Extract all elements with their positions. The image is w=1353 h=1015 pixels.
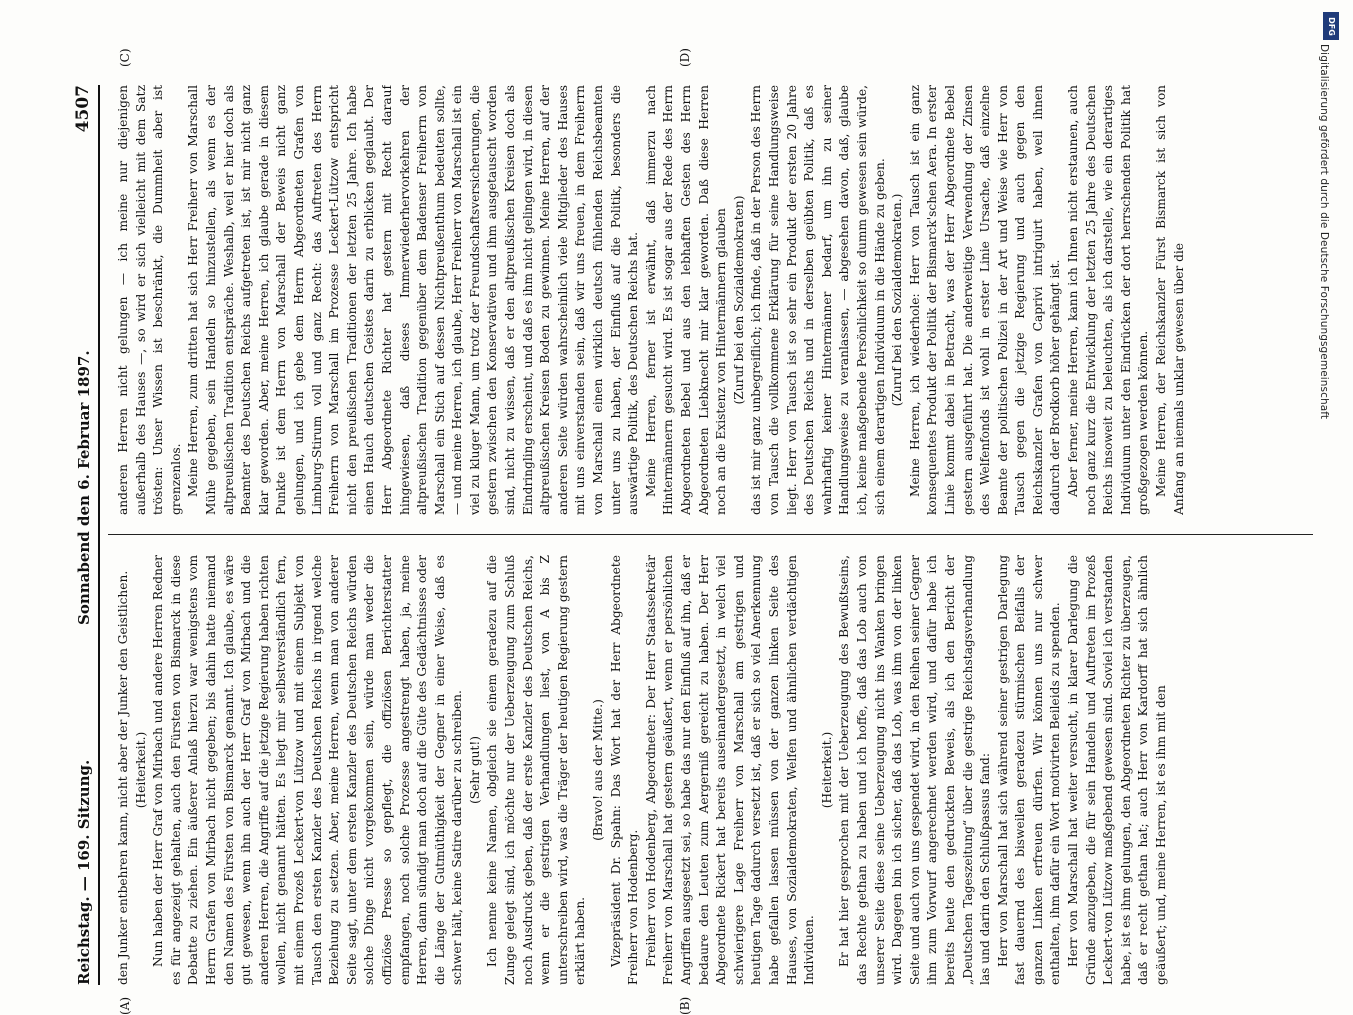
quotation: Herr von Marschall hat sich während seiner gestrigen Darlegung fast dauernd des bisweilen geradezu stürmischen Beifalls der ganzen Linken erfreuen dürfen. Wir können uns nur schwer enthalten, ihm dafür ein Wort motivirten Beileids zu spenden. bbox=[995, 555, 1063, 985]
margin-marker-b: (B) bbox=[678, 996, 692, 1015]
paragraph: Er hat hier gesprochen mit der Ueberzeugung des Bewußtseins, das Rechte gethan zu haben und ich hoffe, daß das Lob auch von unserer Seite diese seine Ueberzeugung nicht ins Wanken bringen wird. Dagegen bin ich sicher, daß das Lob, was ihm von der linken Seite und auch von uns gespendet wird, in den Reihen seiner Gegner ihm zum Vorwurf angerechnet werden wird, und dafür habe ich bereits heute den gedruckten Beweis, als ich den Bericht der „Deutschen Tageszeitung“ über die gestrige Reichstagsverhandlung las und darin den Schlußpassus fand: bbox=[837, 555, 993, 985]
column-divider bbox=[108, 534, 1313, 535]
paragraph: Meine Herren, ich wiederhole: Herr von Tausch ist ein ganz konsequentes Produkt der Politik der Bismarck'schen Aera. In erster Linie kommt dabei in Betracht, was der Herr Abgeordnete Bebel gestern ausgeführt hat. Die anderweitige Verwendung der Zinsen des Welfenfonds ist wohl in erster Linie Ursache, daß einzelne Beamte der politischen Polizei in der Art und Weise wie Herr von Tausch gegen die jetzige Regierung und auch gegen den Reichskanzler Grafen von Caprivi intriguirt haben, weil ihnen dadurch der Brodkorb höher gehängt ist. bbox=[907, 85, 1063, 515]
paragraph: Freiherr von Hodenberg, Abgeordneter: Der Herr Staatssekretär Freiherr von Marschall hat gestern geäußert, wenn er persönlichen Angriffen ausgesetzt sei, so habe das nur den Einfluß auf ihn, daß er bedaure den Leuten zum Aergerniß gereicht zu haben. Der Herr Abgeordnete Rickert hat bereits auseinandergesetzt, in welch viel schwierigere Lage Freiherr von Marschall am gestrigen und heutigen Tage dadurch versetzt ist, daß er sich so viel Anerkennung habe gefallen lassen müssen von der ganzen linken Seite des Hauses, von Sozialdemokraten, Welfen und ähnlichen verdächtigen Individuen. bbox=[643, 555, 817, 985]
paragraph: Meine Herren, zum dritten hat sich Herr Freiherr von Marschall Mühe gegeben, sein Handeln so hinzustellen, als wenn es der altpreußischen Tradition entspräche. Weshalb, weil er hier doch als Beamter des Deutschen Reichs aufgetreten ist, ist mir nicht ganz klar geworden. Aber, meine Herren, ich glaube gerade in diesem Punkte ist dem Herrn von Marschall der Beweis nicht ganz gelungen, und ich gebe dem Herrn Abgeordneten Grafen von Limburg-Stirum voll und ganz Recht: das Auftreten des Herrn Freiherrn von Marschall im Prozesse Leckert-Lützow entspricht nicht den preußischen Traditionen der letzten 25 Jahre. Ich habe einen Hauch deutschen Geistes darin zu erblicken geglaubt. Der Herr Abgeordnete Richter hat gestern mit Recht darauf hingewiesen, daß dieses Immerwiederhervorkehren der altpreußischen Tradition gegenüber dem Badenser Freiherrn von Marschall ein Stich auf dessen Nichtpreußenthum bedeuten sollte, — und meine Herren, ich glaube, Herr Freiherr von Marschall ist ein viel zu kluger Mann, um trotz der Freundschaftsversicherungen, die gestern zwischen den Konservativen und ihm ausgetauscht worden sind, nicht zu wissen, daß er den altpreußischen Kreisen doch als Eindringling erscheint, und daß es ihm nicht gelingen wird, in diesen altpreußischen Kreisen Boden zu gewinnen. Meine Herren, auf der anderen Seite würden wahrscheinlich viele Mitglieder des Hauses mit uns einverstanden sein, daß wir uns freuen, in dem Freiherrn von Marschall einen wirklich deutsch fühlenden Reichsbeamten unter uns zu haben, der Einfluß auf die Politik, besonders die auswärtige Politik, des Deutschen Reichs hat. bbox=[186, 85, 641, 515]
paragraph: Nun haben der Herr Graf von Mirbach und andere Herren Redner es für angezeigt gehalten, auch den Fürsten von Bismarck in diese Debatte zu ziehen. Ein äußerer Anlaß hierzu war wenigstens vom Herrn Grafen von Mirbach nicht gegeben; bis dahin hatte niemand den Namen des Fürsten von Bismarck genannt. Ich glaube, es wäre gut gewesen, wenn ihn auch der Herr Graf von Mirbach und die anderen Herren, die Angriffe auf die jetzige Regierung haben richten wollen, nicht genannt hätten. Es liegt mir selbstverständlich fern, mit einem Prozeß Leckert-von Lützow und mit einem Subjekt von Tausch den ersten Kanzler des Deutschen Reichs in irgend welche Beziehung zu setzen. Aber, meine Herren, wenn man von anderer Seite sagt, unter dem ersten Kanzler des Deutschen Reichs würden solche Dinge nicht vorgekommen sein, würde man weder die offiziöse Presse so gepflegt, die offiziösen Berichterstatter empfangen, noch solche Prozesse angestrengt haben, ja, meine Herren, dann sündigt man doch auf die Güte des Gedächtnisses oder die Länge der Gutmüthigkeit der Gegner in einer Weise, daß es schwer hält, keine Satire darüber zu schreiben. bbox=[151, 555, 465, 985]
paragraph: den Junker entbehren kann, nicht aber der Junker den Geistlichen. bbox=[116, 570, 130, 985]
margin-marker-c: (C) bbox=[118, 48, 132, 67]
right-column bbox=[115, 85, 1310, 515]
margin-marker-a: (A) bbox=[118, 996, 132, 1015]
dfg-logo-icon: DFG bbox=[1323, 12, 1339, 40]
interjection: (Heiterkeit.) bbox=[819, 731, 834, 809]
interjection: (Bravo! aus der Mitte.) bbox=[591, 699, 606, 841]
rotated-page bbox=[60, 48, 1320, 1015]
header-date: Sonnabend den 6. Februar 1897. bbox=[75, 350, 93, 625]
paragraph: Herr von Marschall hat weiter versucht, in klarer Darlegung die Gründe anzugeben, die für sein Handeln und Auftreten im Prozeß Leckert-von Lützow maßgebend gewesen sind. Soviel ich verstanden habe, ist es ihm gelungen, den Abgeordneten Richter zu überzeugen, daß er recht gethan hat; auch Herr von Kardorff hat sich ähnlich geäußert; und, meine Herren, ist es ihm mit den bbox=[1066, 555, 1169, 985]
page-header bbox=[60, 85, 100, 985]
left-column bbox=[115, 555, 1310, 985]
interjection: (Sehr gut!) bbox=[467, 735, 482, 805]
speaker-announcement: Vizepräsident Dr. Spahn: Das Wort hat der Herr Abgeordnete Freiherr von Hodenberg. bbox=[608, 555, 641, 985]
page-number: 4507 bbox=[73, 85, 93, 133]
digitization-credit: Digitalisierung gefördert durch die Deutsche Forschungsgemeinschaft bbox=[1318, 44, 1330, 420]
margin-marker-d: (D) bbox=[678, 48, 692, 67]
header-session: Reichstag. — 169. Sitzung. bbox=[75, 759, 93, 985]
digitization-sidebar bbox=[1318, 8, 1348, 993]
paragraph: Aber ferner, meine Herren, kann ich Ihnen nicht erstaunen, auch noch ganz kurz die Entwicklung der letzten 25 Jahre des Deutschen Reichs insoweit zu beleuchten, als ich darstelle, wie ein derartiges Individuum unter den Eindrücken der dort herrschenden Politik hat großgezogen werden können. bbox=[1066, 85, 1151, 515]
paragraph: Meine Herren, der Reichskanzler Fürst Bismarck ist sich von Anfang an niemals unklar gewesen über die bbox=[1154, 85, 1186, 515]
interjection: (Heiterkeit.) bbox=[133, 731, 148, 809]
paragraph: Ich nenne keine Namen, obgleich sie einem geradezu auf die Zunge gelegt sind, ich möchte nur der Ueberzeugung zum Schluß noch Ausdruck geben, daß der erste Kanzler des Deutschen Reichs, wenn er die gestrigen Verhandlungen liest, von A bis Z unterschreiben wird, was die Träger der heutigen Regierung gestern erklärt haben. bbox=[485, 555, 588, 985]
paragraph: anderen Herren nicht gelungen — ich meine nur diejenigen außerhalb des Hauses —, so wird er sich vielleicht mit dem Satz trösten: Unser Wissen ist beschränkt, die Dummheit aber ist grenzenlos. bbox=[116, 85, 183, 515]
interjection: (Zuruf bei den Sozialdemokraten.) bbox=[890, 193, 905, 407]
paragraph: das ist mir ganz unbegreiflich; ich finde, daß in der Person des Herrn von Tausch die vollkommene Erklärung für seine Handlungsweise liegt. Herr von Tausch ist so sehr ein Produkt der ersten 20 Jahre des Deutschen Reichs und in derselben geübten Politik, daß es wahrhaftig keiner Hintermänner bedarf, um ihn zu seiner Handlungsweise zu veranlassen, — abgesehen davon, daß, glaube ich, keine maßgebende Persönlichkeit so dumm gewesen sein würde, sich einem derartigen Individuum in die Hände zu geben. bbox=[749, 85, 887, 515]
interjection: (Zuruf bei den Sozialdemokraten) bbox=[731, 195, 746, 405]
paragraph: Meine Herren, ferner ist erwähnt, daß immerzu nach Hintermännern gesucht wird. Es ist sogar aus der Rede des Herrn Abgeordneten Bebel und aus den lebhaften Gesten des Herrn Abgeordneten Liebknecht mir klar geworden. Daß diese Herren noch an die Existenz von Hintermännern glauben bbox=[643, 85, 729, 515]
